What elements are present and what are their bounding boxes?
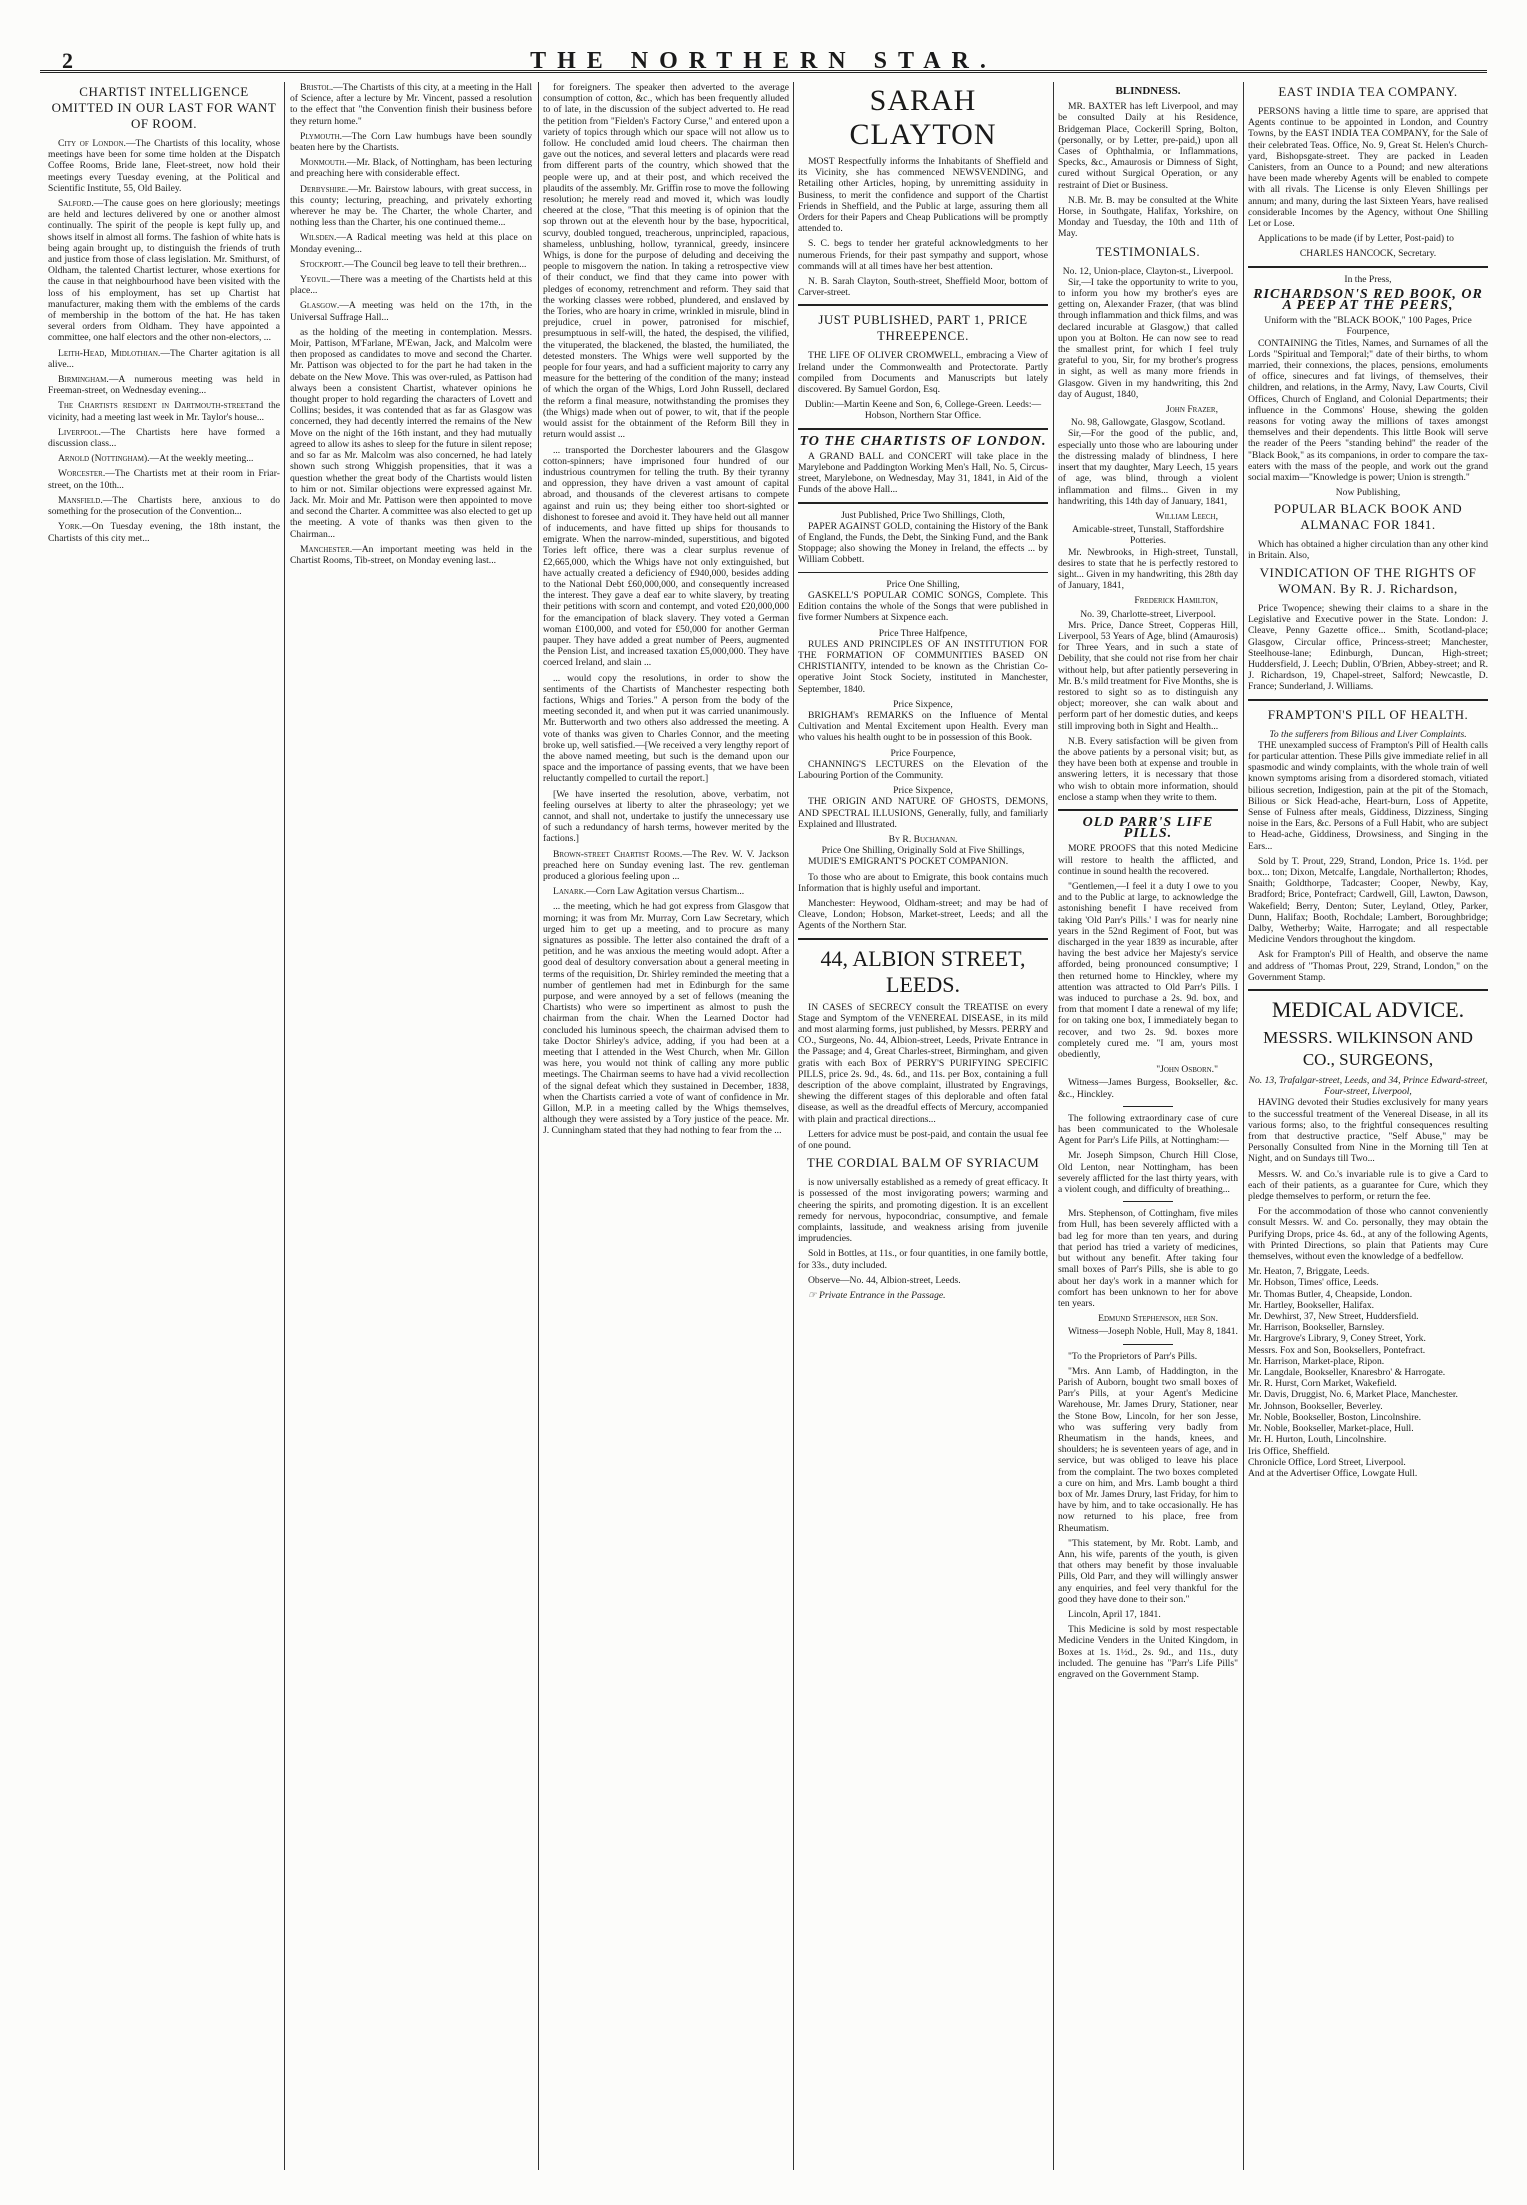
publication-title: BRIGHAM's REMARKS on the Influence of Mental Cultivation and Mental Excitement upon Health. Every man who values his health ought to be in possession of this Book. (798, 709, 1048, 744)
advert-body: A GRAND BALL and CONCERT will take place in the Marylebone and Paddington Working Men's Hall, No. 5, Circus-street, Marylebone, on Wednesday, May 31, 1841, in Aid of the Funds of the above Hall... (798, 450, 1048, 496)
advert-thanks: S. C. begs to tender her grateful acknowledgments to her numerous Friends, for their past sympathy and support, whose commands will at all times have her best attention. (798, 238, 1048, 272)
advert-paper-against-gold (798, 510, 1048, 566)
agent-list-item: Mr. Thomas Butler, 4, Cheapside, London. (1248, 1288, 1413, 1300)
testimonial-text: "This statement, by Mr. Robt. Lamb, and Ann, his wife, parents of the youth, is given that others may benefit by those invaluable Pills, Old Parr, and they will willingly answer any enquiries, and feel very thankful for the good they have done to their son." (1058, 1537, 1238, 1605)
advert-heading-medical: MEDICAL ADVICE. (1271, 997, 1465, 1022)
advert-note: N.B. Mr. B. may be consulted at the White Horse, in Southgate, Halifax, Yorkshire, on Monday and Tuesday, the 10th and 11th of May. (1058, 194, 1238, 240)
report-paragraph (543, 849, 789, 883)
page-number: 2 (62, 48, 73, 73)
price-label: Price Sixpence, (893, 698, 953, 710)
testimonial-sig-address: No. 39, Charlotte-street, Liverpool. (1080, 608, 1216, 620)
report-text: for foreigners. The speaker then adverted to the average consumption of cotton, &c., which has been frequently alluded to of late, in the discussion of the subject adverted to. He read the petition from "Fielden's Factory Curse," and entered upon a variety of topics through which our space will not allow us to follow. He concluded amid loud cheers. The chairman then gave out the notices, and several letters and placards were read from different parts of the country, which showed that the people were up, and at their post, and which received the plaudits of the assembly. Mr. Griffin rose to move the following resolution; he merely read and moved it, which was loudly cheered at the close, "That this meeting is of opinion that the sop thrown out at the eleventh hour by the base, hypocritical, scurvy, doubled tongued, treacherous, unprincipled, rapacious, shameless, unblushing, hollow, tyrannical, greedy, insincere Whigs, is done for the purpose of deluding and deceiving the people to misgovern the nation. In taking a retrospective view of their conduct, we find that they came into power with pledges of economy, retrenchment and reform. They said that the working classes were robbed, plundered, and enslaved by the Tories, who are hoary in crime, wrinkled in misrule, blind in prejudice, cruel in power, patronised for mischief, presumptuous in self-will, the hated, the despised, the vilified, the vituperated, the blackened, the blasted, the humiliated, the detested monsters. The Whigs were well supported by the people for four years, and had a sufficient majority to carry any measure for the bettering of the condition of the many; instead of which the organ of the Whigs, Lord John Russell, declared the reform a final measure, notwithstanding the promises they (the Whigs) made when out of power, to wit, that if the people would assist for the obtainment of the Reform Bill they in return would assist ... (543, 82, 789, 441)
column-4 (798, 82, 1048, 2165)
report-paragraph (48, 521, 280, 543)
report-text: —A Radical meeting was held at this place on Monday evening... (290, 232, 532, 255)
publication-title: THE ORIGIN AND NATURE OF GHOSTS, DEMONS, AND SPECTRAL ILLUSIONS, Generally, fully, and familiarly Explained and Illustrated. (798, 796, 1048, 830)
testimonial-text: "Mrs. Ann Lamb, of Haddington, in the Parish of Auborn, bought two small boxes of Parr's Pills, at your Agent's Medicine Warehouse, Mr. James Drury, Stationer, near the Stone Bow, Lincoln, for her son Jesse, who was suffering very badly from Rheumatism in the hands, knees, and shoulders; he is seventeen years of age, and in service, but was obliged to leave his place from the complaint. The two boxes completed a cure on him, and Mrs. Lamb bought a third box of Mr. James Drury, last Friday, for him to have by him, and to take occasionally. He has now returned to his place, free from Rheumatism. (1058, 1365, 1238, 1534)
testimonial-text: Mrs. Price, Dance Street, Copperas Hill, Liverpool, 53 Years of Age, blind (Amaurosis) for Three Years, and in such a state of Debility, that she could not rise from her chair without help, but after patiently persevering in Mr. B.'s mild treatment for Five Months, she is restored to sight so as to distinguish any object; moreover, she can walk about and perform part of her domestic duties, and keeps still improving both in Sight and Health... (1058, 619, 1238, 732)
testimonial (1058, 266, 1238, 429)
report-location: Worcester. (58, 468, 106, 480)
column-5 (1058, 82, 1238, 2165)
report-location: York. (58, 521, 83, 533)
report-location: Monmouth. (300, 157, 347, 169)
agent-list-item: Mr. Noble, Bookseller, Boston, Lincolnshire. (1248, 1411, 1422, 1423)
agent-list-item: Mr. R. Hurst, Corn Market, Wakefield. (1248, 1378, 1397, 1390)
report-text: —The Rev. W. V. Jackson preached here on Sunday evening last. The rev. gentleman produced a glorious feeling upon ... (543, 848, 789, 883)
report-paragraph (290, 259, 532, 270)
report-text: ... transported the Dorchester labourers and the Glasgow cotton-spinners; have imprisoned four hundred of our industrious countrymen for telling the truth. By their tyranny and oppression, they have driven a vast amount of capital abroad, and thousands of the cleverest artisans to compete against and ruin us; they being either too short-sighted or dishonest to foresee and avoid it. They have held out all manner of inducements, and have fitted up ships for thousands to emigrate. When the narrow-minded, superstitious, and bigoted Tories left office, there was a clear surplus revenue of £2,665,000, which the Whigs have not only extinguished, but have actually created a deficiency of £940,000, besides adding to the National Debt £60,000,000, and consequently increased the interest. They gave a deaf ear to white slavery, by treating their petitions with scorn and contempt, and voted £20,000,000 for the emancipation of black slavery. They voted a German woman £100,000, and voted for £50,000 for another German pauper. They have added a great number of Peers, augmented the Pension List, and increased taxation £5,000,000. They have coerced Ireland, and slain ... (543, 444, 789, 669)
agent-list-item: Mr. Davis, Druggist, No. 6, Market Place, Manchester. (1248, 1389, 1458, 1401)
advert-heading-black-book: POPULAR BLACK BOOK AND ALMANAC FOR 1841. (1273, 500, 1463, 532)
testimonial (1058, 620, 1238, 732)
report-location: Glasgow. (300, 300, 340, 312)
agent-list-item: Messrs. Fox and Son, Booksellers, Pontefract. (1248, 1344, 1426, 1356)
column-divider (1243, 82, 1244, 2170)
divider (1058, 809, 1238, 811)
report-text: —An important meeting was held in the Chartist Rooms, Tib-street, on Monday evening last... (290, 543, 532, 566)
report-text: —The Chartists of this city, at a meeting in the Hall of Science, after a lecture by Mr. Vincent, passed a resolution to the effect that "the Convention finish their business before they return home." (290, 82, 532, 127)
masthead-rule (40, 70, 1487, 73)
report-text: —The Council beg leave to tell their brethren... (344, 258, 527, 270)
report-location: Derbyshire. (300, 183, 349, 195)
report-paragraph (48, 348, 280, 370)
report-location: Brown-street Chartist Rooms. (553, 848, 683, 860)
advert-entrance: Private Entrance in the Passage. (819, 1290, 946, 1302)
report-location: Plymouth. (300, 130, 343, 142)
report-text: —The Chartists here have formed a discussion class... (48, 426, 280, 450)
price-label: Price Sixpence, (893, 785, 953, 797)
publication-title: MUDIE'S EMIGRANT'S POCKET COMPANION. (808, 856, 1009, 868)
advert-heading: THE CORDIAL BALM OF SYRIACUM (806, 1155, 1040, 1171)
advert-firm-name: MESSRS. WILKINSON AND CO., SURGEONS, (1263, 1028, 1473, 1069)
column-6 (1248, 82, 1488, 2165)
advert-intro: MORE PROOFS that this noted Medicine will restore to health the afflicted, and continue in sound health the recovered. (1058, 843, 1238, 877)
testimonial-text: N.B. Every satisfaction will be given from the above patients by a personal visit; but, as they have been both at expense and trouble in answering letters, it is necessary that those who wish to obtain more information, should enclose a stamp when they write to them. (1058, 735, 1238, 803)
report-location: Leith-Head, Midlothian. (58, 347, 161, 359)
report-paragraph (290, 184, 532, 229)
report-paragraph (48, 468, 280, 490)
advert-sold-by: This Medicine is sold by most respectable Medicine Venders in the United Kingdom, in Boxes at 1s. 1½d., 2s. 9d., and 11s., duty included. The genuine has "Parr's Life Pills" engraved on the Government Stamp. (1058, 1624, 1238, 1680)
testimonial-signature: Frederick Hamilton, (1134, 595, 1218, 607)
testimonial-witness: Witness—Joseph Noble, Hull, May 8, 1841. (1068, 1326, 1238, 1338)
advert-heading: Just Published, Price Two Shillings, Cloth, (841, 509, 1005, 521)
report-text: ... would copy the resolutions, in order to show the sentiments of the Chartists of Manchester respecting both factions, Whigs and Tories." A person from the body of the meeting seconded it, and when put it was carried unanimously. Mr. Butterworth and two others also addressed the meeting. A vote of thanks was given to Charles Connor, and the meeting broke up, well satisfied.—[We received a very lengthy report of the above named meeting, but such is the demand upon our space and the importance of passing events, that we have been reluctantly compelled to curtail the report.] (543, 672, 789, 785)
advert-body: MR. BAXTER has left Liverpool, and may be consulted Daily at his Residence, Bridgeman Place, Cockerill Spring, Bolton, (personally, or by Letter, pre-paid,) upon all Cases of Ophthalmia, or Inflammations, Specks, &c., Amaurosis or Dimness of Sight, cured without Surgical Operation, or any restraint of Diet or Business. (1058, 101, 1238, 191)
testimonial (1058, 547, 1238, 620)
price-label: Price One Shilling, Originally Sold at Five Shillings, (821, 845, 1025, 857)
report-paragraph (290, 157, 532, 179)
report-location: City of London. (58, 138, 126, 149)
advert-body: THE LIFE OF OLIVER CROMWELL, embracing a View of Ireland under the Commonwealth and Protectorate. Partly compiled from Documents and Manuscripts but lately discovered. By Samuel Gordon, Esq. (798, 350, 1048, 396)
divider (798, 938, 1048, 940)
testimonial-text: Mrs. Stephenson, of Cottingham, five miles from Hull, has been severely afflicted with a bad leg for more than ten years, and during that period has tried a variety of medicines, but without any benefit. After taking four small boxes of Parr's Pills, she is able to go about her day's work in a manner which for comfort has been unknown to her for above ten years. (1058, 1208, 1238, 1309)
advert-address: No. 13, Trafalgar-street, Leeds, and 34, Prince Edward-street, Four-street, Liverpool, (1248, 1075, 1488, 1098)
divider (1123, 1344, 1173, 1345)
advert-signature: CHARLES HANCOCK, Secretary. (1299, 248, 1437, 260)
report-text: —The Chartists here, anxious to do something for the prosecution of the Convention... (48, 494, 280, 518)
agent-list-item: Mr. Harrison, Market-place, Ripon. (1248, 1355, 1385, 1367)
report-location: Lanark. (553, 886, 587, 898)
testimonial-date: Lincoln, April 17, 1841. (1068, 1608, 1161, 1620)
advert-body: Which has obtained a higher circulation than any other kind in Britain. Also, (1248, 538, 1488, 561)
publications-price-list (798, 579, 1048, 868)
report-text: —At the weekly meeting... (149, 453, 254, 465)
column-3 (543, 82, 789, 2165)
agent-list-item: Mr. Harrison, Bookseller, Barnsley. (1248, 1322, 1385, 1334)
report-paragraph (290, 327, 532, 540)
report-text: —The Chartists of this locality, whose meetings have been for some time holden at the Dispatch Coffee Rooms, Bride lane, Fleet-street, now hold their meetings every Tuesday evening, at the Political and Scientific Institute, 55, Old Bailey. (48, 138, 280, 194)
report-text: —A numerous meeting was held in Freeman-street, on Wednesday evening... (48, 374, 280, 397)
agents-list (1248, 1266, 1488, 1468)
publication-author: By R. Buchanan. (888, 833, 958, 845)
report-location: Wilsden. (300, 232, 337, 244)
report-text: —Mr. Bairstow labours, with great success, in this county; lecturing, preaching, and privately exhorting wherever he may be. The Charter, the whole Charter, and nothing less than the Charter, his one continued theme... (290, 183, 532, 229)
advert-heading: TO THE CHARTISTS OF LONDON. (799, 433, 1047, 449)
advert-signature: N. B. Sarah Clayton, South-street, Sheffield Moor, bottom of Carver-street. (798, 276, 1048, 299)
report-paragraph (48, 495, 280, 517)
advert-observe: Observe—No. 44, Albion-street, Leeds. (808, 1274, 961, 1286)
advert-heading: JUST PUBLISHED, PART 1, PRICE THREEPENCE. (818, 312, 1028, 344)
report-paragraph (48, 453, 280, 464)
divider (798, 572, 1048, 573)
agent-list-item: Mr. Noble, Bookseller, Market-place, Hull. (1248, 1423, 1414, 1435)
publication-title: RULES AND PRINCIPLES OF AN INSTITUTION FOR THE FORMATION OF COMMUNITIES BASED ON CHRISTIANITY, intended to be known as the Christian Co-operative Joint Stock Society, instituted in Manchester, September, 1840. (798, 638, 1048, 695)
report-location: Arnold (Nottingham). (58, 453, 150, 465)
advert-body: PERSONS having a little time to spare, are apprised that Agents continue to be appointed in London, and Country Towns, by the EAST INDIA TEA COMPANY, for the Sale of their celebrated Teas. Office, No. 9, Great St. Helen's Church-yard, Bishopsgate-street. They are packed in Leaden Canisters, from an Ounce to a Pound; and new alterations have been made whereby Agents will be enabled to compete with all rivals. The License is only Eleven Shillings per annum; and many, during the last Sixteen Years, have realised considerable Incomes by the Agency, without One Shilling Let or Lose. (1248, 106, 1488, 230)
advert-albion-street (798, 946, 1048, 1152)
column-divider (284, 82, 285, 2170)
agent-list-item: Mr. Heaton, 7, Briggate, Leeds. (1248, 1266, 1370, 1278)
advert-body: For the accommodation of those who cannot conveniently consult Messrs. W. and Co. personally, they may obtain the Purifying Drops, price 4s. 6d., at any of the following Agents, with Printed Directions, so plain that Patients may Cure themselves, without even the knowledge of a bedfellow. (1248, 1206, 1488, 1263)
advert-body: is now universally established as a remedy of great efficacy. It is possessed of the most invigorating powers; warming and cheering the spirits, and promoting digestion. It is an excellent remedy for nervous, hypocondriac, consumptive, and female complaints, lassitude, and weakness arising from juvenile imprudencies. (798, 1177, 1048, 1245)
testimonial-witness: Witness—James Burgess, Bookseller, &c. &c., Hinckley. (1058, 1077, 1238, 1100)
price-label: Price Three Halfpence, (878, 627, 968, 639)
report-paragraph (290, 82, 532, 127)
testimonial-signature: John Frazer, (1166, 404, 1218, 416)
agent-list-item: Mr. Langdale, Bookseller, Knaresbro' & Harrogate. (1248, 1367, 1446, 1379)
column-1 (48, 82, 280, 2165)
advert-heading-east-india: EAST INDIA TEA COMPANY. (1278, 84, 1458, 99)
advert-price: Sold in Bottles, at 11s., or four quantities, in one family bottle, for 33s., duty included. (798, 1248, 1048, 1271)
testimonial-text: The following extraordinary case of cure has been communicated to the Wholesale Agent for Parr's Life Pills, at Nottingham:— (1058, 1112, 1238, 1147)
advert-body: THE unexampled success of Frampton's Pill of Health calls for particular attention. These Pills give immediate relief in all spasmodic and windy complaints, with the whole train of well known symptoms arising from a disordered stomach, vitiated bilious secretion, Indigestion, pain at the pit of the Stomach, Bilious or Sick Head-ache, Heart-burn, Loss of Appetite, Sense of Fulness after meals, Giddiness, Dizziness, Singing noise in the Ears, &c. Persons of a Full Habit, who are subject to Head-ache, Giddiness, Drowsiness, and Singing in the Ears... (1248, 739, 1488, 852)
agent-list-item: Chronicle Office, Lord Street, Liverpool. (1248, 1456, 1406, 1468)
divider (798, 304, 1048, 306)
testimonial-letter: "Gentlemen,—I feel it a duty I owe to you and to the Public at large, to acknowledge the astonishing benefit I have received from taking 'Old Parr's Pills.' I was for nearly nine years in the 52nd Regiment of Foot, but was discharged in the year 1839 as incurable, after having the best advice her Majesty's service afforded, being pronounced consumptive; I then returned home to Hinckley, where my attention was attracted to Old Parr's Pills. I was induced to purchase a 2s. 9d. box, and from that moment I date a renewal of my life; for on taking one box, I immediately began to recover, and two 2s. 9d. boxes more completely cured me. "I am, yours most obediently, (1058, 881, 1238, 1061)
agents-note: Manchester: Heywood, Oldham-street; and may be had of Cleave, London; Hobson, Market-street, Leeds; and all the Agents of the Northern Star. (798, 897, 1048, 932)
agent-list-item: Iris Office, Sheffield. (1248, 1445, 1330, 1457)
report-paragraph (543, 82, 789, 441)
advert-body: MOST Respectfully informs the Inhabitants of Sheffield and its Vicinity, she has commenced NEWSVENDING, and Retailing other Articles, hoping, by unremitting assiduity in Business, to merit the confidence and support of the Chartist Friends in Sheffield, and the Public at large, assuring them all Orders for their Papers and Cheap Publications will be promptly attended to. (798, 156, 1048, 235)
advert-sarah-clayton (798, 84, 1048, 298)
advert-cromwell (798, 312, 1048, 421)
report-location: Bristol. (300, 82, 334, 93)
testimonial-text: Mr. Newbrooks, in High-street, Tunstall, desires to state that he is perfectly restored to sight... Given in my handwriting, this 28th day of January, 1841, (1058, 546, 1238, 592)
testimonial-signature: "John Osborn." (1156, 1064, 1218, 1076)
agent-list-item: Mr. Hobson, Times' office, Leeds. (1248, 1277, 1379, 1289)
divider (1123, 1201, 1173, 1202)
testimonial-salutation: "To the Proprietors of Parr's Pills. (1068, 1350, 1198, 1362)
report-paragraph (290, 131, 532, 153)
report-paragraph (543, 445, 789, 669)
testimonial-sig-address: Amicable-street, Tunstall, Staffordshire Potteries. (1072, 524, 1224, 547)
report-text: —The Charter agitation is all alive... (48, 347, 280, 370)
report-text: —The Corn Law humbugs have been soundly beaten here by the Chartists. (290, 130, 532, 154)
advert-heading-red-book: RICHARDSON'S RED BOOK, OR A PEEP AT THE PEERS, (1253, 286, 1483, 314)
report-text: —The cause goes on here gloriously; meetings are held and lectures delivered by one or another almost continually. The spirit of the people is kept fully up, and shows itself in almost all forms. The fashion of white hats is being again brought up, to distinguish the friends of truth and justice from those of class legislation. Mr. Smithurst, of Oldham, the talented Chartist lecturer, whose exertions for the cause in that neighbourhood have been visited with the loss of his employment, has set up Chartist hat manufacturer, making them with the emblems of the cards of membership in the bottom of the hat. He has taken several orders from Oldham. They have appointed a committee, one half electors and the other non-electors, ... (48, 198, 280, 344)
report-paragraph (290, 544, 532, 566)
agent-list-item: Mr. Hartley, Bookseller, Halifax. (1248, 1299, 1375, 1311)
advert-subheading: To the sufferers from Bilious and Liver Complaints. (1269, 728, 1467, 740)
divider (798, 502, 1048, 504)
report-text: —There was a meeting of the Chartists held at this place... (290, 274, 532, 297)
testimonial-text: Mr. Joseph Simpson, Church Hill Close, Old Lenton, near Nottingham, has been severely afflicted for the last thirty years, with a violent cough, and difficulty of breathing... (1058, 1150, 1238, 1196)
report-text: and the vicinity, had a meeting last week in Mr. Taylor's house... (48, 400, 280, 423)
report-location: Yeovil. (300, 274, 331, 286)
advert-sellers: Dublin:—Martin Keene and Son, 6, College-Green. Leeds:—Hobson, Northern Star Office. (804, 399, 1042, 422)
manchester-report (543, 82, 789, 1137)
advert-sellers: Sold by T. Prout, 229, Strand, London, Price 1s. 1½d. per box... ton; Dixon, Metcalfe, Langdale, Northallerton; Rhodes, Snaith; Goldthorpe, Tadcaster; Cooper, Newby, Kay, Bradford; Brice, Pontefract; Cardwell, Gill, Lawton, Dawson, Wakefield; Berry, Denton; Suter, Leyland, Otley, Parker, Dunn, Halifax; Booth, Rochdale; Lambert, Boroughbridge; Dalby, Wetherby; Waite, Harrogate; and all respectable Medicine Vendors throughout the kingdom. (1248, 855, 1488, 946)
pointing-hand-icon: ☞ (808, 1290, 819, 1302)
advert-body: CONTAINING the Titles, Names, and Surnames of all the Lords "Spiritual and Temporal;" date of their births, to whom married, their connexions, the places, pensions, emoluments of office, sinecures and fat livings, of themselves, their children, and relations, in the Army, Navy, Law Courts, Civil Offices, Church of England, and Colonial Departments; their influence in the Commons' House, shewing the golden reasons for voting away the millions of taxes amongst themselves and their dependents. This little Book will serve the reader of the Peers "standing behind" the reader of the "Black Book," as its companions, in order to compare the tax-eaters with the mass of the people, and work out the grand social maxim—"Knowledge is power; Union is strength." (1248, 337, 1488, 484)
divider (1123, 1106, 1173, 1107)
publication-title: GASKELL'S POPULAR COMIC SONGS, Complete. This Edition contains the whole of the Songs that were published in five former Numbers at Sixpence each. (798, 589, 1048, 624)
testimonial (1058, 736, 1238, 803)
report-text: [We have inserted the resolution, above, verbatim, not feeling ourselves at liberty to alter the phraseology; yet we cannot, and shall not, undertake to justify the unnecessary use of such a redundancy of harsh terms, however merited by the factions.] (543, 788, 789, 845)
report-paragraph (543, 789, 789, 845)
divider (798, 428, 1048, 430)
testimonial (1058, 428, 1238, 546)
agent-list-item: Mr. Johnson, Bookseller, Beverley. (1248, 1400, 1383, 1412)
report-location: Birmingham. (58, 374, 109, 386)
newspaper-title: THE NORTHERN STAR. (530, 48, 997, 74)
advert-body: Messrs. W. and Co.'s invariable rule is to give a Card to each of their patients, as a guarantee for Cure, which they pledge themselves to perform, or return the fee. (1248, 1168, 1488, 1203)
report-paragraph (48, 427, 280, 449)
report-paragraph (48, 198, 280, 344)
report-text: —The Chartists met at their room in Friar-street, on the 10th... (48, 468, 280, 491)
report-paragraph (290, 274, 532, 296)
report-paragraph (48, 400, 280, 422)
report-paragraph (543, 886, 789, 897)
advert-heading-old-parr: OLD PARR'S LIFE PILLS. (1082, 814, 1214, 842)
testimonial-text: Sir,—For the good of the public, and, especially unto those who are labouring under the distressing malady of blindness, I here insert that my daughter, Mary Leech, 15 years of age, was blind, through a violent inflammation and films... Given in my handwriting, this 14th day of January, 1841, (1058, 428, 1238, 507)
report-text: as the holding of the meeting in contemplation. Messrs. Moir, Pattison, M'Farlane, M'Ewan, Jack, and Malcolm were then proposed as candidates to move and second the Charter. Mr. Pattison was objected to for the part he had taken in the debate on the New Move. This was over-ruled, as Pattison had always been a consistent Chartist, whatever opinions he thought proper to hold regarding the characters of Lovett and Collins; besides, it was contended that as far as Glasgow was concerned, they had decently interred the remains of the New Move on the night of the 16th instant, and they had mutually agreed to allow its ashes to sleep for the future in silent repose; and so far as Mr. Malcolm was also concerned, he had lately shown such strong Whiggish propensities, that it was a question whether the great body of the Chartists would listen to him or not. Similar objections were expressed against Mr. Jack. Mr. Moir and Mr. Pattison were then appointed to move and second the Charter. A committee was also elected to get up the meeting. A vote of thanks was then given to the Chairman... (290, 326, 532, 540)
advert-heading-vindication: VINDICATION OF THE RIGHTS OF WOMAN. By R. J. Richardson, (1259, 564, 1477, 596)
report-location: Salford. (58, 198, 94, 210)
testimonial-text: Sir,—I take the opportunity to write to you, to inform you how my brother's eyes are getting on, Alexander Frazer, (that was blind through inflammation and thick films, and was declared incurable at Glasgow,) that called upon you at Bolton. He can now see to read the smallest print, for which I feel truly grateful to you, Sir, for my brother's progress in sight, as well as many more friends in Glasgow. Given in my handwriting, this 2nd day of August, 1840, (1058, 276, 1238, 400)
publication-title: CHANNING'S LECTURES on the Elevation of the Labouring Portion of the Community. (798, 758, 1048, 781)
report-text: —On Tuesday evening, the 18th instant, the Chartists of this city met... (48, 521, 280, 544)
letters-note: Letters for advice must be post-paid, and contain the usual fee of one pound. (798, 1128, 1048, 1152)
advert-heading: SARAH CLAYTON (849, 84, 997, 151)
price-label: Price One Shilling, (886, 578, 960, 590)
column-divider (793, 82, 794, 2170)
report-location: Manchester. (300, 543, 353, 555)
price-label: Price Fourpence, (890, 747, 956, 759)
report-paragraph (543, 673, 789, 785)
report-text: —Corn Law Agitation versus Chartism... (586, 886, 745, 898)
advert-ask: Ask for Frampton's Pill of Health, and observe the name and address of "Thomas Prout, 229, Strand, London," on the Government Stamp. (1248, 949, 1488, 983)
report-location: Stockport. (300, 258, 345, 270)
testimonials-list (1058, 266, 1238, 803)
column-divider (1053, 82, 1054, 2170)
divider (1248, 699, 1488, 701)
column-2 (290, 82, 532, 2165)
testimonials-heading: TESTIMONIALS. (1095, 243, 1201, 259)
report-paragraph (290, 232, 532, 254)
mudie-note: To those who are about to Emigrate, this book contains much Information that is highly useful and important. (798, 871, 1048, 894)
report-location: Mansfield. (58, 494, 103, 506)
advert-chartists-london (798, 433, 1048, 496)
chartist-reports-list-continued (290, 82, 532, 566)
advert-heading-frampton: FRAMPTON'S PILL OF HEALTH. (1267, 706, 1469, 722)
advert-body: HAVING devoted their Studies exclusively for many years to the successful treatment of the Venereal Disease, in all its various forms; also, to the frightful consequences resulting from that destructive practice, "Self Abuse," may be Personally Consulted from Nine in the Morning till Ten at Night, and on Sundays till Two... (1248, 1097, 1488, 1165)
in-press-label: In the Press, (1344, 273, 1392, 285)
advert-closing: And at the Advertiser Office, Lowgate Hull. (1248, 1467, 1418, 1479)
testimonial-sig-address: No. 98, Gallowgate, Glasgow, Scotland. (1070, 417, 1226, 429)
divider (1248, 989, 1488, 991)
now-publishing-label: Now Publishing, (1335, 487, 1401, 499)
report-paragraph (48, 374, 280, 396)
report-paragraph (48, 138, 280, 194)
report-paragraph (290, 300, 532, 322)
advert-heading: 44, ALBION STREET, LEEDS. (820, 945, 1026, 997)
report-text: —Mr. Black, of Nottingham, has been lecturing and preaching here with considerable effect. (290, 157, 532, 180)
column-divider (538, 82, 539, 2170)
agent-list-item: Mr. Hargrove's Library, 9, Coney Street, York. (1248, 1333, 1426, 1345)
agent-list-item: Mr. H. Hurton, Louth, Lincolnshire. (1248, 1434, 1387, 1446)
testimonial-signature: Edmund Stephenson, her Son. (1098, 1313, 1218, 1325)
advert-cordial-balm (798, 1155, 1048, 1301)
section-heading-chartist-intelligence: CHARTIST INTELLIGENCE OMITTED IN OUR LAST FOR WANT OF ROOM. (51, 84, 277, 131)
testimonial-signature: William Leech, (1155, 510, 1218, 522)
advert-apply: Applications to be made (if by Letter, Post-paid) to (1258, 233, 1454, 245)
agent-list-item: Mr. Dewhirst, 37, New Street, Huddersfield. (1248, 1311, 1419, 1323)
testimonial-address: No. 12, Union-place, Clayton-st., Liverpool. (1062, 265, 1234, 277)
report-text: —A meeting was held on the 17th, in the Universal Suffrage Hall... (290, 300, 532, 323)
report-text: ... the meeting, which he had got express from Glasgow that morning; it was from Mr. Murray, Corn Law Secretary, which urged him to get up a meeting, and to procure as many signatures as possible. The letter also contained the draft of a petition, and he was anxious the meeting would adopt. After a good deal of desultory conversation about a general meeting in terms of the requisition, Dr. Shirley reminded the meeting that a number of gentlemen had met in Edinburgh for the same purpose, and were annoyed by a set of fellows (meaning the Chartists) who were so impertinent as almost to push the chairman from the chair. When the Learned Doctor had concluded his luminous speech, the chairman advised them to take Doctor Shirley's advice, adding, if you had been at a meeting that I attended in the West Church, when Mr. Gillon was here, you would not think of calling any more public meetings. The Chairman seems to have had a vivid recollection of the signal defeat which they sustained in December, 1838, when the Chartists carried a vote of want of confidence in Mr. Gillon, M.P. in a meeting called by the Whigs themselves, although they were assisted by a Tory justice of the peace. Mr. J. Cunningham stated that they had nothing to fear from the ... (543, 901, 789, 1137)
divider (1248, 266, 1488, 268)
advert-body: PAPER AGAINST GOLD, containing the History of the Bank of England, the Funds, the Debt, the Sinking Fund, and the Bank Stoppage; also showing the Money in Ireland, the effects ... by William Cobbett. (798, 520, 1048, 566)
advert-subheading: Uniform with the "BLACK BOOK," 100 Pages, Price Fourpence, (1264, 315, 1472, 338)
advert-body: IN CASES of SECRECY consult the TREATISE on every Stage and Symptom of the VENEREAL DISEASE, in its mild and most alarming forms, just published, by Messrs. PERRY and CO., Surgeons, No. 44, Albion-street, Leeds, Private Entrance in the Passage; and 4, Great Charles-street, Birmingham, and given gratis with each Box of PERRY'S PURIFYING SPECIFIC PILLS, price 2s. 9d., 4s. 6d., and 11s. per Box, containing a full description of the above complaint, illustrated by Engravings, shewing the different stages of this deplorable and often fatal disease, as well as the dreadful effects of Mercury, accompanied with plain and practical directions... (798, 1001, 1048, 1125)
advert-heading-blindness: BLINDNESS. (1115, 85, 1181, 97)
chartist-reports-list (48, 138, 280, 544)
report-paragraph (543, 901, 789, 1136)
report-location: The Chartists resident in Dartmouth-street (58, 400, 250, 412)
advert-body: Price Twopence; shewing their claims to a share in the Legislative and Executive power in the State. London: J. Cleave, Penny Gazette office... Smith, Scotland-place; Glasgow, Circular office, Princess-street; Manchester, Steelhouse-lane; Edinburgh, Duncan, High-street; Huddersfield, J. Leech; Dublin, O'Brien, Abbey-street; and R. J. Richardson, 19, Chapel-street, Salford; Newcastle, D. France; Sunderland, J. Williams. (1248, 602, 1488, 693)
report-location: Liverpool. (58, 426, 101, 438)
